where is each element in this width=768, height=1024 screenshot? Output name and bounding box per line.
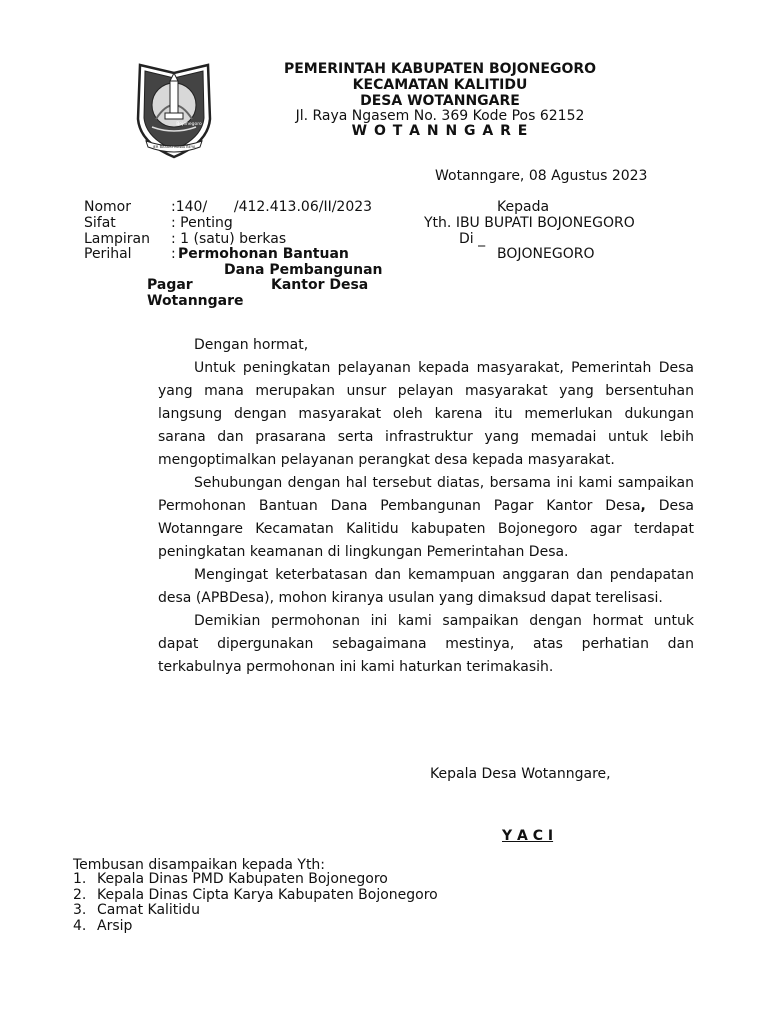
list-item — [73, 903, 438, 919]
paragraph-1: Untuk peningkatan pelayanan kepada masyarakat, Pemerintah Desa yang mana merupakan unsur pelayan masyarakat yang bersentuhan langsung dengan masyarakat oleh karena itu memerlukan dukungan sarana dan prasarana serta infrastruktur yang memadai untuk lebih mengoptimalkan pelayanan perangkat desa kepada masyarakat. — [158, 360, 694, 468]
letter-body — [158, 334, 694, 679]
list-item — [73, 872, 438, 888]
recipient-kepada: Kepada — [497, 199, 550, 215]
lampiran-value: : 1 (satu) berkas — [171, 231, 287, 247]
recipient-place: BOJONEGORO — [497, 246, 595, 262]
sifat-value: : Penting — [171, 215, 233, 231]
nomor-label: Nomor — [84, 199, 131, 215]
list-number: 4. — [73, 917, 87, 934]
paragraph-4: Demikian permohonan ini kami sampaikan dengan hormat untuk dapat dipergunakan sebagaimana mestinya, atas perhatian dan terkabulnya permohonan ini kami haturkan terimakasih. — [158, 613, 694, 675]
list-text: Kepala Dinas Cipta Karya Kabupaten Bojonegoro — [97, 886, 438, 903]
signature-title: Kepala Desa Wotanngare, — [430, 766, 611, 782]
list-text: Kepala Dinas PMD Kabupaten Bojonegoro — [97, 871, 388, 887]
list-number: 3. — [73, 902, 87, 918]
paragraph-3: Mengingat keterbatasan dan kemampuan anggaran dan pendapatan desa (APBDesa), mohon kiranya usulan yang dimaksud dapat terelisasi. — [158, 567, 694, 606]
list-item — [73, 888, 438, 904]
list-number: 1. — [73, 871, 87, 887]
perihal-line-3b: Kantor Desa — [271, 277, 369, 293]
perihal-line-1: Permohonan Bantuan — [178, 246, 349, 262]
letter-date: Wotanngare, 08 Agustus 2023 — [435, 168, 648, 184]
greeting: Dengan hormat, — [194, 337, 309, 353]
perihal-line-4: Wotanngare — [147, 293, 244, 309]
bojonegoro-crest-logo — [134, 61, 214, 161]
list-text: Arsip — [97, 917, 133, 934]
perihal-colon: : — [171, 246, 176, 262]
paragraph-2 — [158, 472, 694, 564]
perihal-line-3a: Pagar — [147, 277, 193, 293]
paragraph-2-comma: , — [640, 498, 646, 514]
list-number: 2. — [73, 886, 87, 903]
lampiran-label: Lampiran — [84, 231, 151, 247]
letterhead-village: DESA WOTANNGARE — [360, 93, 520, 109]
letterhead-village-spaced: W O T A N N G A R E — [351, 123, 529, 139]
recipient-yth: Yth. IBU BUPATI BOJONEGORO — [424, 215, 635, 231]
tembusan-heading: Tembusan disampaikan kepada Yth: — [73, 857, 326, 873]
letterhead-address: Jl. Raya Ngasem No. 369 Kode Pos 62152 — [295, 108, 585, 124]
list-item — [73, 919, 438, 935]
letterhead-government: PEMERINTAH KABUPATEN BOJONEGORO — [283, 61, 597, 77]
list-text: Camat Kalitidu — [97, 902, 200, 918]
perihal-line-2: Dana Pembangunan — [224, 262, 383, 278]
paragraph-2-part-a: Sehubungan dengan hal tersebut diatas, bersama ini kami sampaikan Permohonan Bantuan Dana Pembangunan Pagar Kantor Desa — [158, 475, 694, 514]
sifat-label: Sifat — [84, 215, 116, 231]
svg-text:Bojonegoro: Bojonegoro — [176, 122, 202, 127]
letterhead-district: KECAMATAN KALITIDU — [352, 77, 528, 93]
tembusan-list — [73, 872, 438, 934]
nomor-value: :140/ /412.413.06/II/2023 — [171, 199, 373, 215]
signature-name: Y A C I — [502, 828, 554, 844]
recipient-di: Di _ — [459, 231, 486, 247]
paragraph-2-part-b: Desa Wotanngare Kecamatan Kalitidu kabupaten Bojonegoro agar terdapat peningkatan keamanan di lingkungan Pemerintahan Desa. — [158, 498, 694, 560]
perihal-label: Perihal — [84, 246, 132, 262]
svg-text:JER BASUKI MAWA BEYA: JER BASUKI MAWA BEYA — [152, 145, 196, 149]
